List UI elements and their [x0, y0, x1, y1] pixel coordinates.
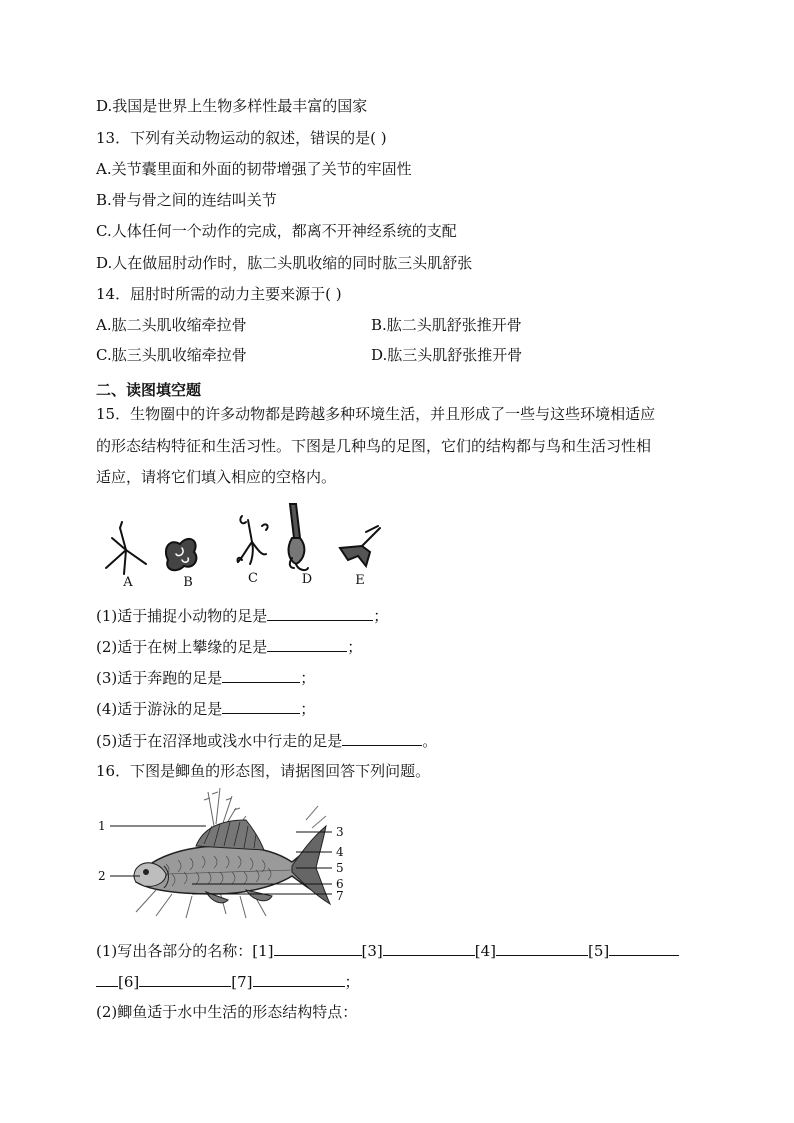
question-14-option-c: C.肱三头肌收缩牵拉骨 — [96, 346, 247, 364]
question-15-line-1: 15．生物圈中的许多动物都是跨越多种环境生活，并且形成了一些与这些环境相适应 — [96, 405, 656, 423]
fish-label-4: 4 — [336, 845, 344, 859]
question-13-option-c: C.人体任何一个动作的完成，都离不开神经系统的支配 — [96, 222, 457, 240]
question-14-option-d: D.肱三头肌舒张推开骨 — [371, 346, 523, 364]
bird-foot-c — [237, 516, 267, 564]
question-15-line-3: 适应，请将它们填入相应的空格内。 — [96, 468, 337, 486]
question-16-sub-2: (2)鲫鱼适于水中生活的形态结构特点： — [96, 1003, 358, 1021]
fish-label-7: 7 — [336, 889, 344, 903]
answer-blank[interactable] — [267, 636, 347, 652]
question-13: 13．下列有关动物运动的叙述，错误的是( ) — [96, 129, 387, 147]
question-15-sub-2 — [96, 636, 362, 657]
bird-foot-a — [106, 522, 146, 574]
part-label-5: [5] — [588, 942, 610, 960]
foot-label-a: A — [123, 575, 133, 590]
question-16: 16．下图是鲫鱼的形态图，请据图回答下列问题。 — [96, 762, 431, 780]
question-13-option-d: D.人在做屈肘动作时，肱二头肌收缩的同时肱三头肌舒张 — [96, 254, 473, 272]
part-label-4: [4] — [474, 942, 496, 960]
option-13-prev-d: D.我国是世界上生物多样性最丰富的国家 — [96, 97, 368, 115]
answer-blank[interactable] — [267, 605, 373, 621]
foot-label-d: D — [301, 572, 313, 587]
answer-blank[interactable] — [253, 971, 345, 987]
fish-label-3: 3 — [336, 825, 344, 839]
part-label-1: [1] — [252, 942, 274, 960]
answer-blank[interactable] — [496, 940, 588, 956]
question-15-sub-3-text: (3)适于奔跑的足是 — [96, 669, 223, 687]
question-14-option-b: B.肱二头肌舒张推开骨 — [371, 316, 522, 334]
punctuation: ； — [373, 607, 389, 625]
question-16-sub-1-line-1 — [96, 940, 679, 961]
question-15-sub-4 — [96, 698, 315, 719]
foot-label-e: E — [355, 573, 365, 588]
question-15-sub-5-text: (5)适于在沼泽地或浅水中行走的足是 — [96, 732, 343, 750]
question-13-option-b: B.骨与骨之间的连结叫关节 — [96, 191, 277, 209]
foot-label-c: C — [248, 571, 258, 586]
question-14: 14．屈肘时所需的动力主要来源于( ) — [96, 285, 342, 303]
bird-feet-figure — [96, 498, 396, 590]
question-15-line-2: 的形态结构特征和生活习性。下图是几种鸟的足图，它们的结构都与鸟和生活习性相 — [96, 437, 652, 455]
answer-blank[interactable] — [222, 667, 300, 683]
question-15-sub-2-text: (2)适于在树上攀缘的足是 — [96, 638, 268, 656]
question-16-sub-1-text: (1)写出各部分的名称： — [96, 942, 253, 960]
bird-foot-e — [340, 526, 380, 566]
foot-label-b: B — [183, 575, 193, 590]
question-15-sub-3 — [96, 667, 315, 688]
punctuation: ； — [300, 700, 316, 718]
part-label-6: [6] — [118, 973, 140, 991]
question-15-sub-5 — [96, 730, 437, 751]
question-15-sub-1-text: (1)适于捕捉小动物的足是 — [96, 607, 268, 625]
bird-foot-d — [289, 504, 308, 570]
question-13-option-a: A.关节囊里面和外面的韧带增强了关节的牢固性 — [96, 160, 412, 178]
part-label-3: [3] — [361, 942, 383, 960]
answer-blank[interactable] — [222, 698, 300, 714]
punctuation: ； — [347, 638, 363, 656]
answer-blank[interactable] — [383, 940, 475, 956]
answer-blank[interactable] — [609, 940, 679, 956]
answer-blank[interactable] — [96, 971, 118, 987]
part-label-7: [7] — [231, 973, 253, 991]
question-15-sub-4-text: (4)适于游泳的足是 — [96, 700, 223, 718]
section-heading: 二、读图填空题 — [96, 381, 202, 399]
punctuation: ； — [300, 669, 316, 687]
question-16-sub-1-line-2 — [96, 971, 360, 992]
fish-label-6: 6 — [336, 877, 344, 891]
answer-blank[interactable] — [139, 971, 231, 987]
fish-label-1: 1 — [98, 819, 106, 833]
punctuation: ； — [344, 973, 360, 991]
answer-blank[interactable] — [342, 730, 422, 746]
fish-figure — [96, 786, 356, 926]
fish-label-5: 5 — [336, 861, 344, 875]
fish-label-2: 2 — [98, 869, 106, 883]
punctuation: 。 — [422, 732, 438, 750]
answer-blank[interactable] — [274, 940, 362, 956]
bird-foot-b — [166, 539, 196, 570]
question-14-option-a: A.肱二头肌收缩牵拉骨 — [96, 316, 247, 334]
question-15-sub-1 — [96, 605, 388, 626]
